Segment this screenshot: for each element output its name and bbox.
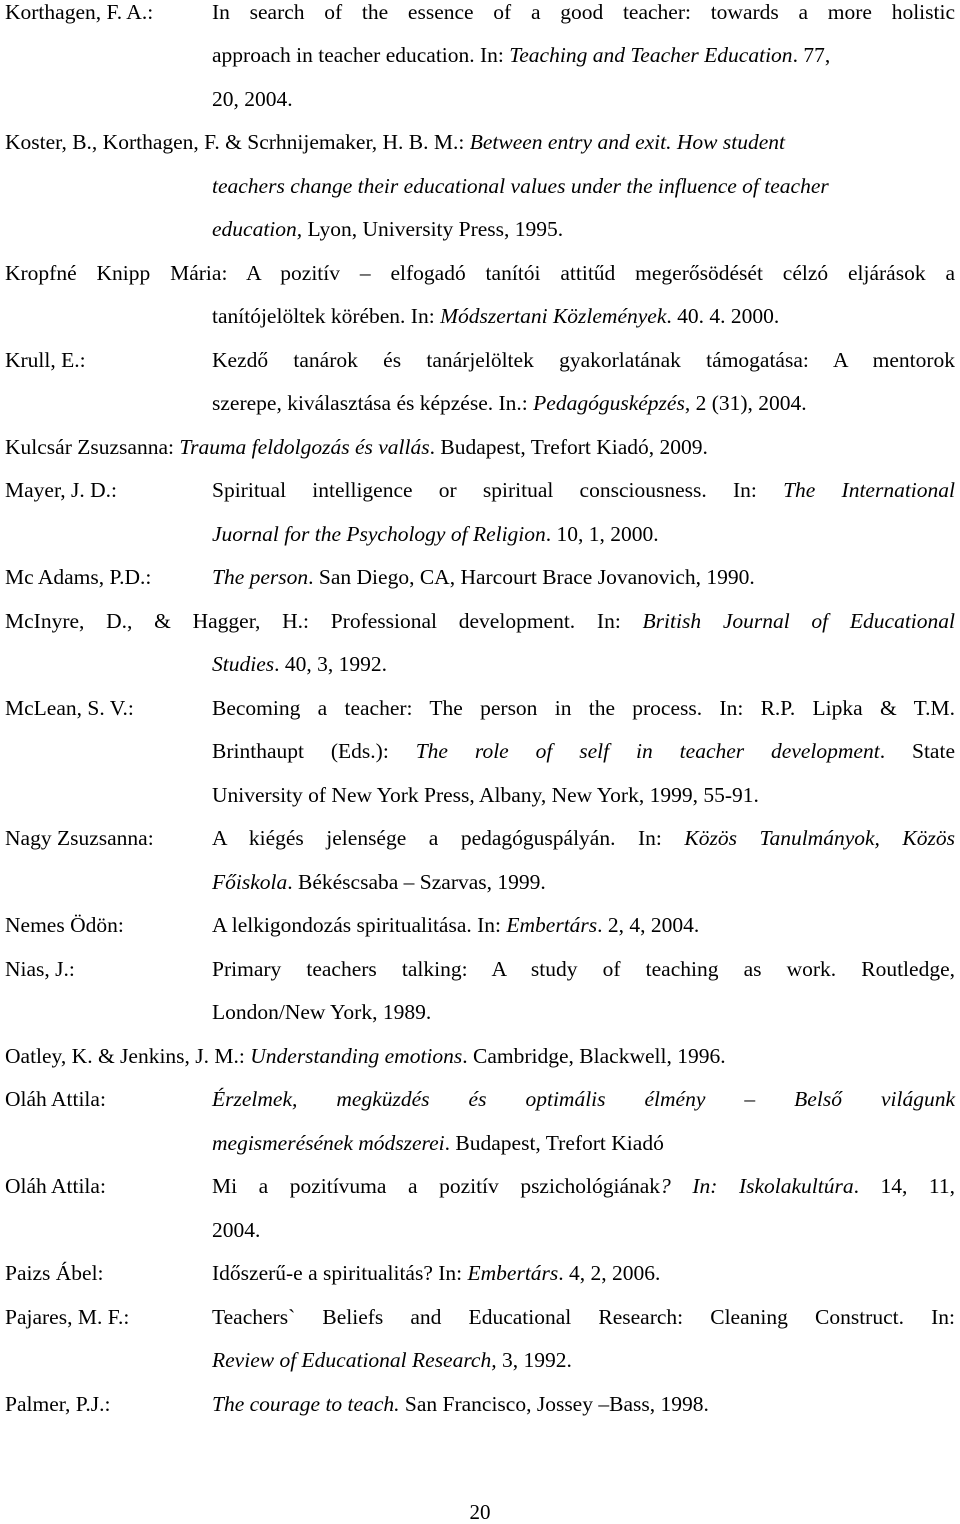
reference-author: Palmer, P.J.: bbox=[5, 1392, 111, 1416]
text-run: . 14, 11, bbox=[853, 1174, 956, 1198]
reference-text-line bbox=[212, 1131, 955, 1175]
journal-title: Teaching and Teacher Education bbox=[509, 43, 793, 67]
text-run: McInyre, D., & Hagger, H.: Professional development. In: bbox=[5, 609, 643, 633]
book-title: Between entry and exit. How student bbox=[469, 130, 785, 154]
text-run: Időszerű-e a spiritualitás? In: bbox=[212, 1261, 468, 1285]
reference-text-line bbox=[212, 652, 955, 696]
reference-text bbox=[212, 478, 955, 502]
text-run: . Budapest, Trefort Kiadó, 2009. bbox=[429, 435, 708, 459]
reference-author: Nagy Zsuzsanna: bbox=[5, 826, 154, 850]
text-run: 3, 1992. bbox=[496, 1348, 572, 1372]
reference-author: Nias, J.: bbox=[5, 957, 75, 981]
reference-pajares bbox=[5, 1305, 955, 1349]
reference-text: Primary teachers talking: A study of teaching as work. Routledge, bbox=[212, 957, 955, 981]
text-run: San Francisco, Jossey –Bass, 1998. bbox=[399, 1392, 709, 1416]
reference-author: Oláh Attila: bbox=[5, 1087, 106, 1111]
reference-olah-1 bbox=[5, 1087, 955, 1131]
reference-text bbox=[212, 1261, 955, 1285]
reference-text-line: 20, 2004. bbox=[212, 87, 293, 111]
text-run: approach in teacher education. In: bbox=[212, 43, 510, 67]
text-run: . Budapest, Trefort Kiadó bbox=[444, 1131, 664, 1155]
text-run: . 4, 2, 2006. bbox=[558, 1261, 661, 1285]
reference-text-line: University of New York Press, Albany, New York, 1999, 55-91. bbox=[212, 783, 759, 807]
journal-title: Juornal for the Psychology of Religion bbox=[212, 522, 546, 546]
book-title: The role of self in teacher development bbox=[415, 739, 880, 763]
text-run: . 10, 1, 2000. bbox=[545, 522, 659, 546]
reference-text-line bbox=[212, 1348, 955, 1392]
reference-korthagen bbox=[5, 0, 955, 44]
reference-author: Korthagen, F. A.: bbox=[5, 0, 154, 24]
reference-text: In search of the essence of a good teacher: towards a more holistic bbox=[212, 0, 955, 24]
text-run: . 2, 4, 2004. bbox=[597, 913, 700, 937]
reference-mcinyre bbox=[5, 609, 955, 653]
reference-author: Mc Adams, P.D.: bbox=[5, 565, 152, 589]
book-title: teachers change their educational values under the influence of teacher bbox=[212, 174, 829, 198]
journal-title: British Journal of Educational bbox=[642, 609, 955, 633]
reference-text: Teachers` Beliefs and Educational Research: Cleaning Construct. In: bbox=[212, 1305, 955, 1329]
reference-text: Becoming a teacher: The person in the process. In: R.P. Lipka & T.M. bbox=[212, 696, 955, 720]
reference-text bbox=[212, 1392, 955, 1416]
reference-kropfne: Kropfné Knipp Mária: A pozitív – elfogadó tanítói attitűd megerősödését célzó eljárások a bbox=[5, 261, 955, 285]
book-title: education, bbox=[212, 217, 303, 241]
reference-olah-2 bbox=[5, 1174, 955, 1218]
text-run: . Békéscsaba – Szarvas, 1999. bbox=[287, 870, 546, 894]
reference-text: Kezdő tanárok és tanárjelöltek gyakorlatának támogatása: A mentorok bbox=[212, 348, 955, 372]
text-run: Mi a pozitívuma a pozitív pszichológiának bbox=[212, 1174, 661, 1198]
text-run: , 2 (31), 2004. bbox=[684, 391, 807, 415]
reference-nemes bbox=[5, 913, 955, 957]
journal-title: Főiskola bbox=[212, 870, 288, 894]
journal-title: Review of Educational Research, bbox=[212, 1348, 497, 1372]
reference-text: Érzelmek, megküzdés és optimális élmény – Belső világunk bbox=[212, 1087, 955, 1111]
journal-title: Embertárs bbox=[467, 1261, 559, 1285]
text-run: . 77, bbox=[792, 43, 831, 67]
book-title: Trauma feldolgozás és vallás bbox=[179, 435, 430, 459]
journal-title: Embertárs bbox=[506, 913, 598, 937]
reference-author: Nemes Ödön: bbox=[5, 913, 124, 937]
reference-text bbox=[212, 1174, 955, 1198]
reference-text-line bbox=[212, 217, 955, 261]
reference-author: Paizs Ábel: bbox=[5, 1261, 104, 1285]
reference-paizs bbox=[5, 1261, 955, 1305]
book-title: Understanding emotions bbox=[250, 1044, 463, 1068]
journal-title: The International bbox=[783, 478, 956, 502]
journal-title: Közös Tanulmányok, Közös bbox=[684, 826, 955, 850]
text-run: szerepe, kiválasztása és képzése. In.: bbox=[212, 391, 534, 415]
reference-text-line bbox=[212, 43, 955, 87]
reference-kulcsar bbox=[5, 435, 955, 479]
text-run: . San Diego, CA, Harcourt Brace Jovanovich, 1990. bbox=[308, 565, 755, 589]
text-run: A lelkigondozás spiritualitása. In: bbox=[212, 913, 507, 937]
text-run: . 40, 3, 1992. bbox=[274, 652, 387, 676]
reference-author: Mayer, J. D.: bbox=[5, 478, 117, 502]
reference-nagy bbox=[5, 826, 955, 870]
reference-author: Krull, E.: bbox=[5, 348, 86, 372]
reference-text bbox=[212, 565, 955, 589]
reference-mcadams bbox=[5, 565, 955, 609]
reference-nias bbox=[5, 957, 955, 1001]
reference-text-line bbox=[212, 739, 955, 783]
journal-title: Iskolakultúra bbox=[738, 1174, 854, 1198]
reference-text-line bbox=[212, 391, 955, 435]
text-run: Brinthaupt (Eds.): bbox=[212, 739, 416, 763]
reference-text-line bbox=[212, 870, 955, 914]
journal-title: Módszertani Közlemények bbox=[440, 304, 667, 328]
reference-text-line bbox=[212, 304, 955, 348]
reference-text-line bbox=[212, 174, 955, 218]
reference-koster bbox=[5, 130, 955, 174]
text-run: Lyon, University Press, 1995. bbox=[302, 217, 564, 241]
book-title: The courage to teach. bbox=[212, 1392, 400, 1416]
book-title: The person bbox=[212, 565, 309, 589]
reference-author: Oláh Attila: bbox=[5, 1174, 106, 1198]
text-run: . Cambridge, Blackwell, 1996. bbox=[462, 1044, 726, 1068]
text-run: ? In: bbox=[660, 1174, 739, 1198]
reference-oatley bbox=[5, 1044, 955, 1088]
reference-text-line bbox=[212, 522, 955, 566]
text-run: . 40. 4. 2000. bbox=[666, 304, 780, 328]
reference-text-line: London/New York, 1989. bbox=[212, 1000, 432, 1024]
journal-title: Pedagógusképzés bbox=[533, 391, 685, 415]
reference-text bbox=[212, 913, 955, 937]
reference-author: McLean, S. V.: bbox=[5, 696, 134, 720]
page-number: 20 bbox=[469, 1500, 491, 1524]
text-run: Spiritual intelligence or spiritual consciousness. In: bbox=[212, 478, 784, 502]
book-title: megismerésének módszerei bbox=[212, 1131, 445, 1155]
journal-title: Studies bbox=[212, 652, 275, 676]
reference-text-line: 2004. bbox=[212, 1218, 261, 1242]
text-run: Koster, B., Korthagen, F. & Scrhnijemaker, H. B. M.: bbox=[5, 130, 470, 154]
text-run: Oatley, K. & Jenkins, J. M.: bbox=[5, 1044, 251, 1068]
reference-mayer bbox=[5, 478, 955, 522]
text-run: Kulcsár Zsuzsanna: bbox=[5, 435, 180, 459]
reference-palmer bbox=[5, 1392, 955, 1436]
reference-text bbox=[212, 826, 955, 850]
text-run: A kiégés jelensége a pedagóguspályán. In: bbox=[212, 826, 685, 850]
reference-author: Pajares, M. F.: bbox=[5, 1305, 130, 1329]
reference-krull bbox=[5, 348, 955, 392]
text-run: . State bbox=[879, 739, 955, 763]
reference-mclean bbox=[5, 696, 955, 740]
text-run: tanítójelöltek körében. In: bbox=[212, 304, 441, 328]
